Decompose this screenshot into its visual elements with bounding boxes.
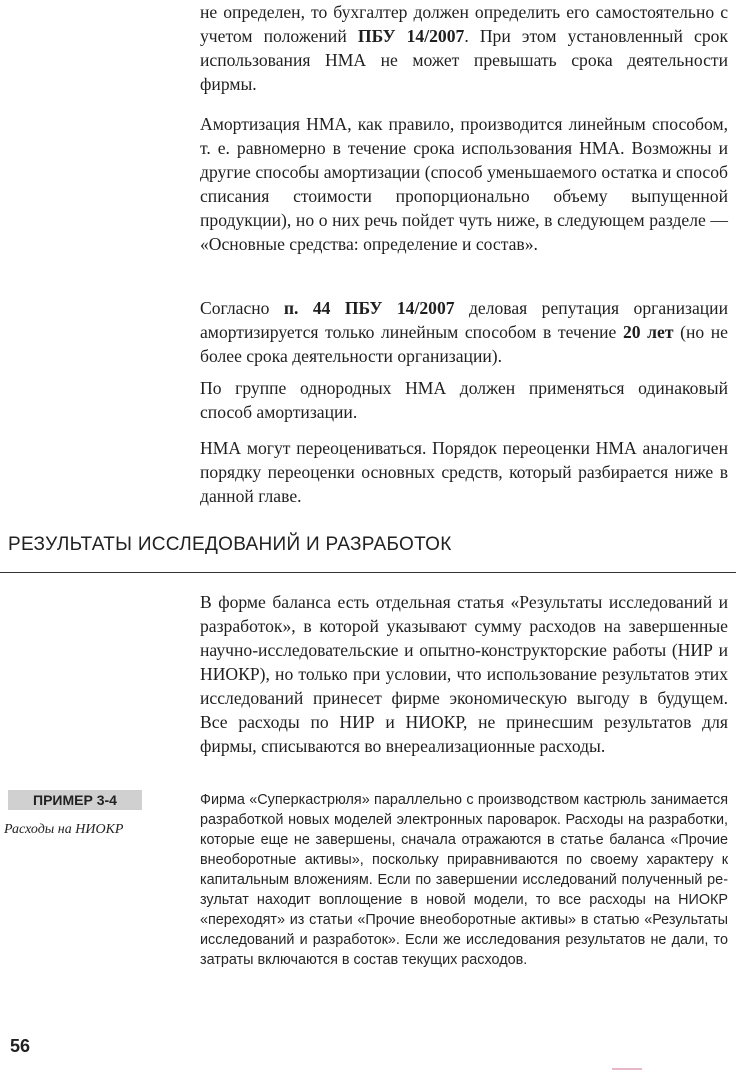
paragraph-amortization-methods [200, 112, 728, 256]
text-run: Амортизация НМА, как правило, производится линейным способом, т. е. равномерно в течение срока использования НМА. Возможны и другие способы амортизации (способ уменьшаемого остатка и способ списания стоимости пропорционально объему выпущенной продукции), но о них речь пойдет чуть ниже, в следующем разделе — «Основные средства: определение и состав». [200, 114, 728, 254]
text-run: Согласно [200, 298, 284, 318]
text-run: . При этом установленный срок использования НМА не может превышать срока деятельности фирмы. [200, 26, 728, 94]
text-run: По группе однородных НМА должен применяться одинаковый способ амортизации. [200, 378, 728, 422]
text-run: не определен, то бухгалтер должен определить его самостоятельно с учетом положений [200, 2, 728, 46]
example-badge: ПРИМЕР 3-4 [8, 790, 142, 810]
paragraph-goodwill [200, 296, 728, 368]
section-divider [0, 572, 736, 573]
text-run: (но не более срока деятельности организации). [200, 322, 728, 366]
section-heading: РЕЗУЛЬТАТЫ ИССЛЕДОВАНИЙ И РАЗРАБОТОК [8, 534, 452, 555]
bold-text-run: 20 лет [622, 322, 674, 342]
bold-text-run: п. 44 ПБУ 14/2007 [283, 298, 455, 318]
paragraph-revaluation [200, 436, 728, 508]
bold-text-run: ПБУ 14/2007 [357, 26, 465, 46]
text-run: В форме баланса есть отдельная статья «Результаты исследований и разработок», в которой указывают сумму расходов на завершенные научно-исследовательские и опытно-конструкторские работы (НИР и НИОКР), но только при условии, что использование результатов этих исследований принесет фирме экономическую выгоду в будущем. Все расходы по НИР и НИОКР, не принесшим результатов для фирмы, списываются во внереализационные расходы. [200, 592, 728, 756]
text-run: деловая репутация организации амортизируется только линейным способом в течение [200, 298, 729, 342]
example-subtitle: Расходы на НИОКР [4, 822, 124, 837]
paragraph-uniform-method [200, 376, 728, 424]
corner-mark [612, 1068, 642, 1070]
text-run: НМА могут переоцениваться. Порядок переоценки НМА аналогичен порядку переоценки основных средств, который разбирается ниже в данной главе. [200, 438, 728, 506]
example-body: Фирма «Суперкастрюля» параллельно с производством кастрюль занимается разработкой новых моделей электронных пароварок. Расходы на разработки, которые еще не завершены, сначала отражаются в статье баланса «Прочие внеоборотные активы», поскольку приравниваются по своему характеру к капитальным вложениям. Если по завершении исследований полученный результат находит воплощение в новой модели, то все расходы на НИОКР «переходят» из статьи «Прочие внеоборотные активы» в статью «Результаты исследований и разработок». Если же исследования результатов не дали, то затраты включаются в состав текущих расходов. [200, 792, 728, 968]
paragraph-rnd-balance [200, 590, 728, 758]
page-number: 56 [10, 1036, 31, 1056]
paragraph-intangible-term [200, 0, 728, 96]
